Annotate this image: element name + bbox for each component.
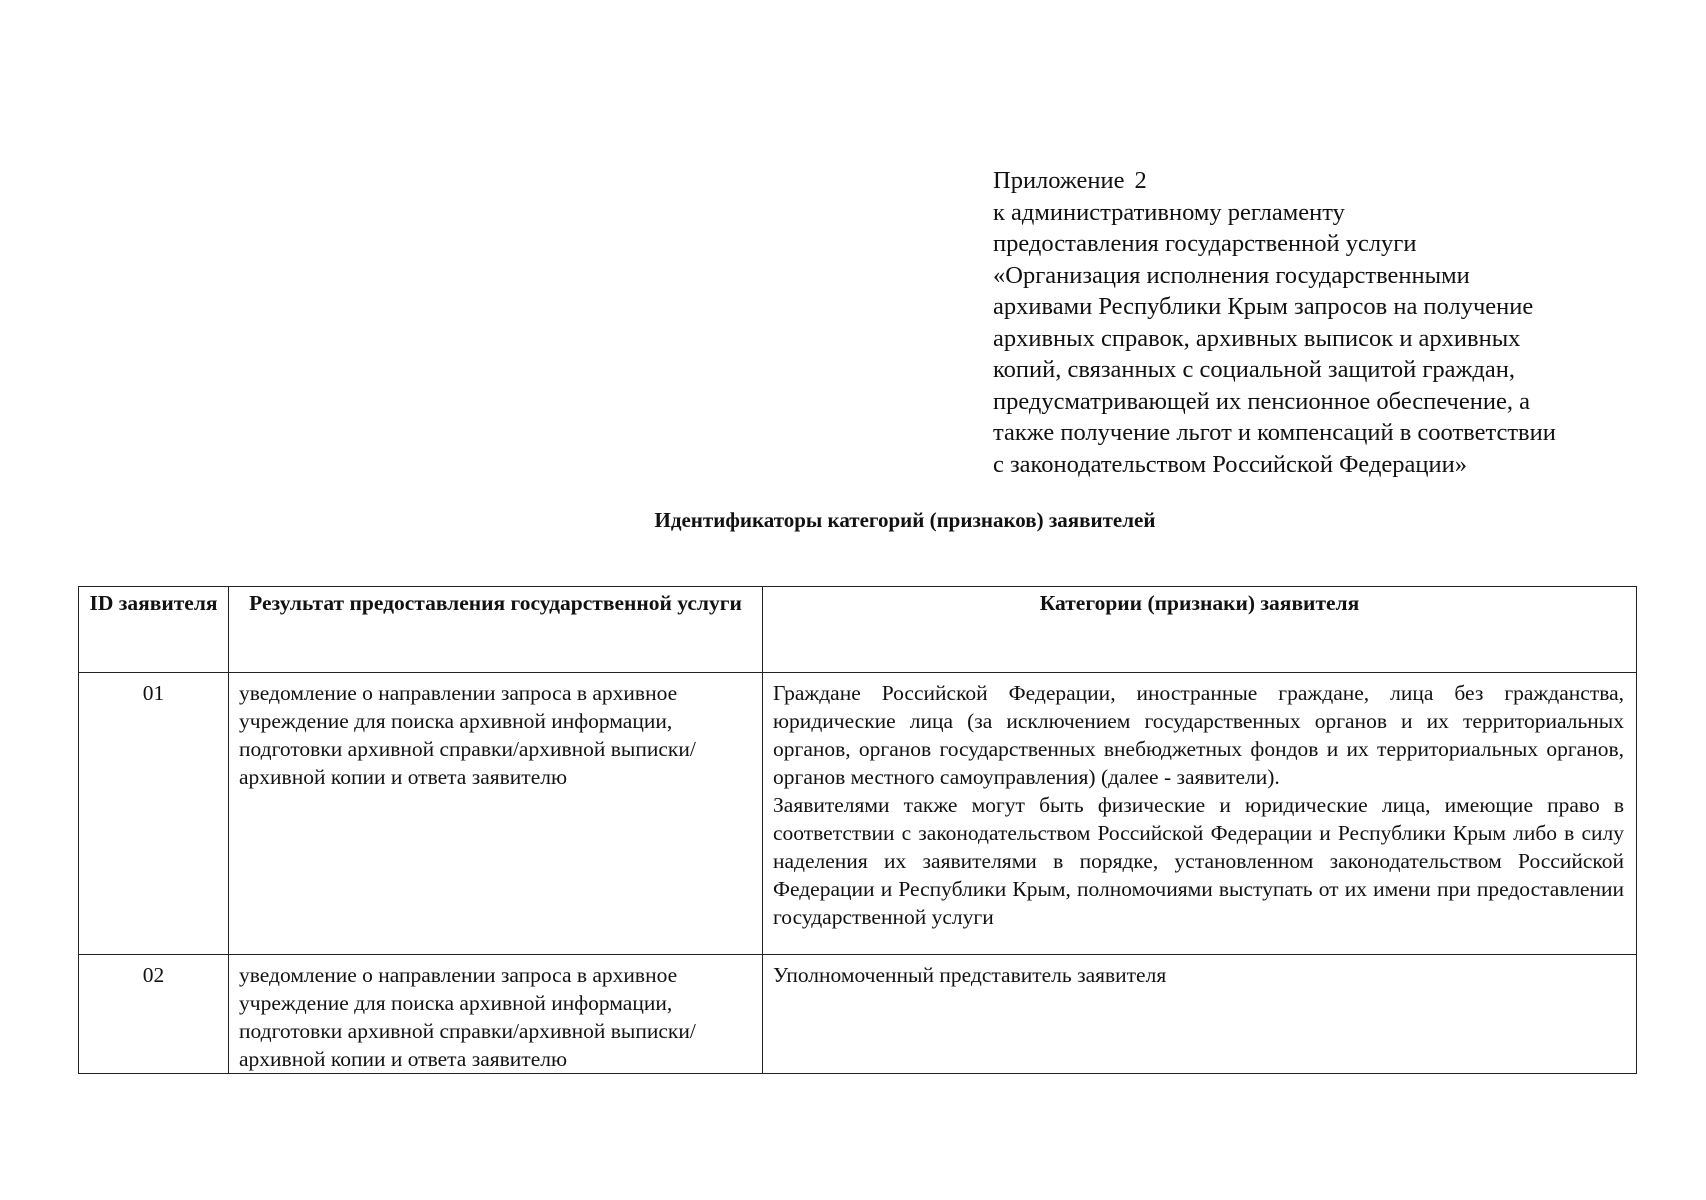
- row-result: уведомление о направлении запроса в архивное учреждение для поиска архивной информации, подготовки архивной справки/архивной выписки/архивной копии и ответа заявителю: [229, 955, 763, 1074]
- appendix-number: 2: [1134, 167, 1147, 194]
- appendix-line: архивами Республики Крым запросов на получение: [993, 293, 1534, 320]
- appendix-line: также получение льгот и компенсаций в соответствии: [993, 419, 1556, 446]
- appendix-block: [993, 165, 1683, 480]
- appendix-line: копий, связанных с социальной защитой граждан,: [993, 356, 1516, 383]
- table-row: [79, 673, 1637, 955]
- appendix-line: «Организация исполнения государственными: [993, 261, 1470, 289]
- category-paragraph: Граждане Российской Федерации, иностранные граждане, лица без гражданства, юридические лица (за исключением государственных органов и их территориальных органов, органов государственных внебюджетных фондов и их территориальных органов, органов местного самоуправления) (далее - заявители).: [773, 681, 1624, 789]
- appendix-line: предусматривающей их пенсионное обеспечение, а: [993, 387, 1530, 415]
- document-title: Идентификаторы категорий (признаков) заявителей: [654, 508, 1156, 532]
- applicant-categories-table: [78, 586, 1637, 1074]
- row-category: Уполномоченный представитель заявителя: [763, 955, 1637, 1074]
- appendix-line: предоставления государственной услуги: [993, 230, 1417, 257]
- header-id: ID заявителя: [79, 587, 229, 673]
- appendix-line: к административному регламенту: [993, 198, 1345, 226]
- header-result: Результат предоставления государственной услуги: [229, 587, 763, 673]
- appendix-line: с законодательством Российской Федерации»: [993, 450, 1468, 478]
- header-category: Категории (признаки) заявителя: [763, 587, 1637, 673]
- row-category: [763, 673, 1637, 955]
- appendix-heading: [993, 165, 1683, 197]
- appendix-line: архивных справок, архивных выписок и архивных: [993, 324, 1521, 352]
- table-header-row: [79, 587, 1637, 673]
- row-result: уведомление о направлении запроса в архивное учреждение для поиска архивной информации, подготовки архивной справки/архивной выписки/архивной копии и ответа заявителю: [229, 673, 763, 955]
- category-paragraph: Заявителями также могут быть физические и юридические лица, имеющие право в соответствии с законодательством Российской Федерации и Республики Крым либо в силу наделения их заявителями в порядке, установленном законодательством Российской Федерации и Республики Крым, полномочиями выступать от их имени при предоставлении государственной услуги: [773, 793, 1624, 929]
- row-id: 02: [79, 955, 229, 1074]
- appendix-label: Приложение: [993, 167, 1125, 194]
- table-row: [79, 955, 1637, 1074]
- row-id: 01: [79, 673, 229, 955]
